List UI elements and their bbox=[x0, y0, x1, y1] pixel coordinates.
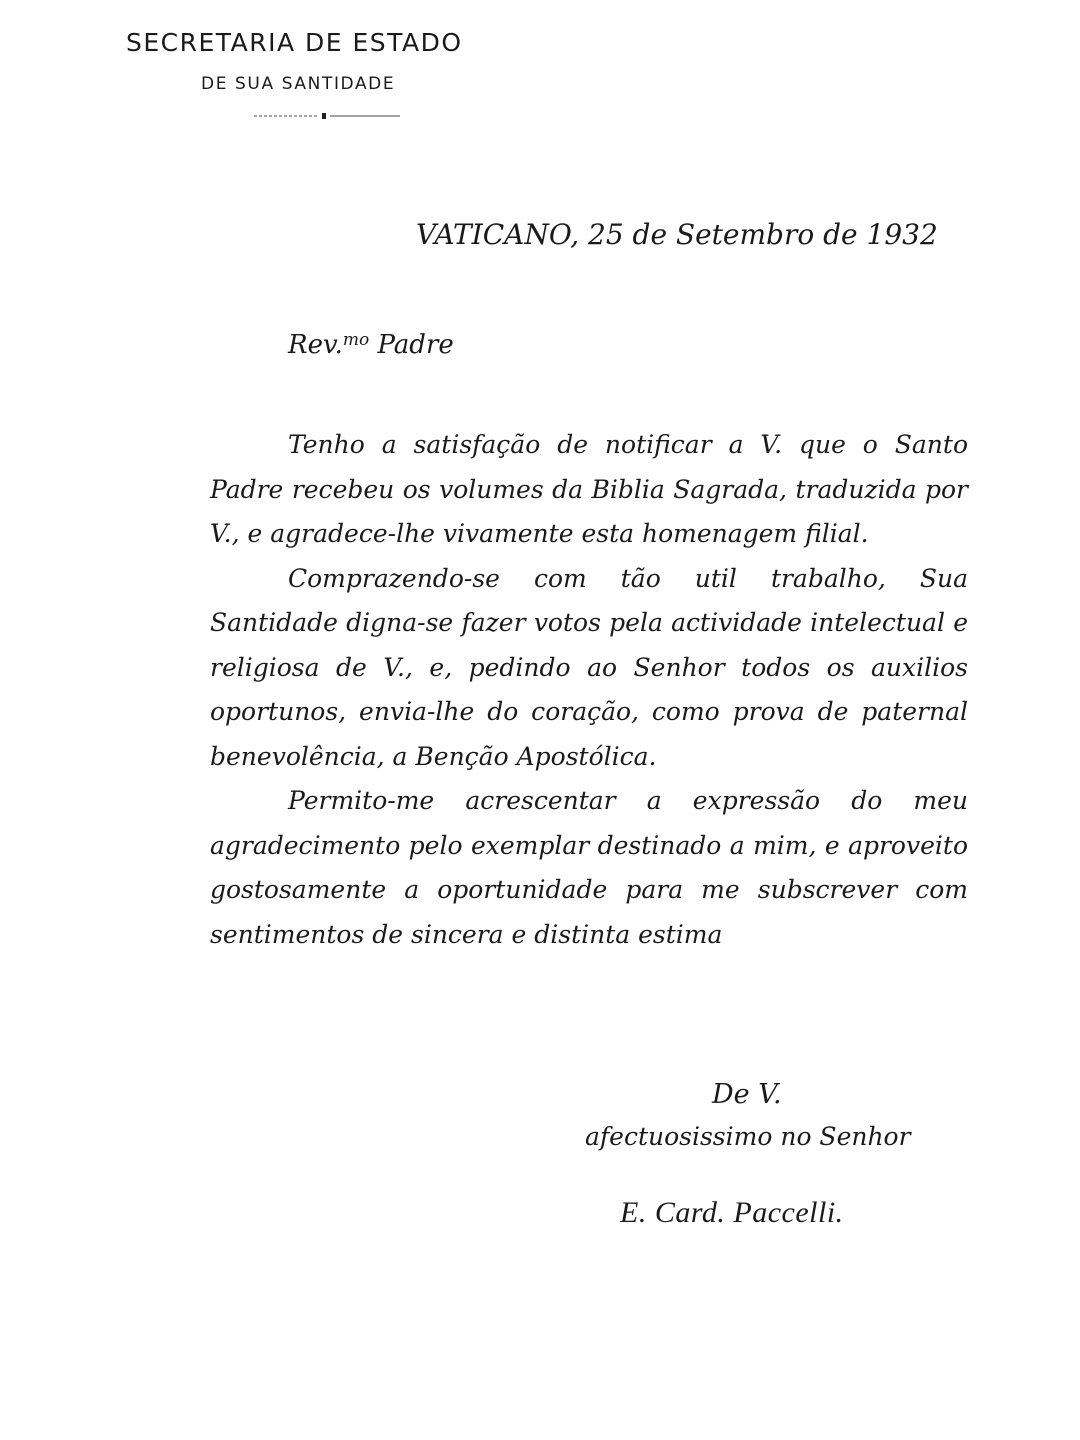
closing-line-2: afectuosissimo no Senhor bbox=[585, 1122, 911, 1151]
salutation-title: Rev. bbox=[288, 330, 343, 360]
letterhead-divider-ornament bbox=[254, 112, 400, 120]
paragraph-2: Comprazendo-se com tão util trabalho, Sua Santidade digna-se fazer votos pela actividade intelectual e religiosa de V., e, pedindo ao Senhor todos os auxilios oportunos, envia-lhe do coração, como prova de paternal benevolência, a Benção Apostólica. bbox=[210, 563, 968, 771]
paragraph-1: Tenho a satisfação de notificar a V. que o Santo Padre recebeu os volumes da Biblia Sagrada, traduzida por V., e agradece-lhe vivamente esta homenagem filial. bbox=[210, 430, 968, 548]
letterhead-subtitle: DE SUA SANTIDADE bbox=[201, 74, 396, 94]
paragraph-3: Permito-me acrescentar a expressão do meu agradecimento pelo exemplar destinado a mim, e aproveito gostosamente a oportunidade para me subscrever com sentimentos de sincera e distinta estima bbox=[210, 786, 968, 949]
letter-body bbox=[210, 423, 968, 957]
salutation bbox=[288, 330, 454, 360]
date-line: VATICANO, 25 de Setembro de 1932 bbox=[416, 218, 938, 251]
closing-line-1: De V. bbox=[712, 1079, 782, 1110]
salutation-rest: Padre bbox=[369, 330, 454, 360]
salutation-superscript: mo bbox=[342, 330, 370, 350]
signature: E. Card. Paccelli. bbox=[620, 1196, 844, 1229]
letterhead-title: SECRETARIA DE ESTADO bbox=[126, 28, 463, 57]
